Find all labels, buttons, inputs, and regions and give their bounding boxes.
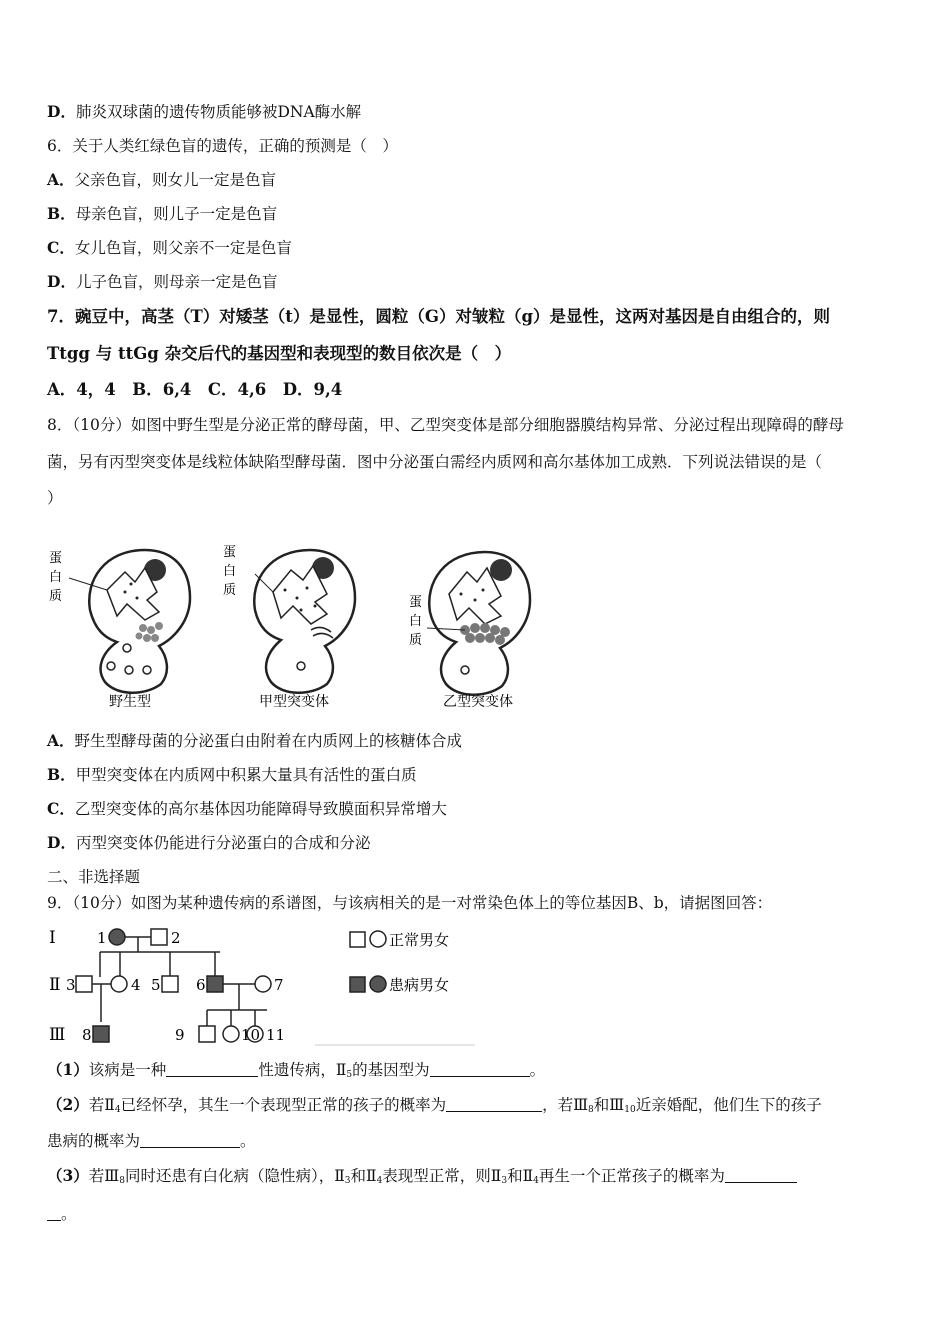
gen-label-iii: Ⅲ: [49, 1025, 66, 1045]
option-text: 母亲色盲，则儿子一定是色盲: [75, 205, 278, 223]
answer-blank[interactable]: [725, 1168, 797, 1183]
q9-part1: （1）该病是一种 性遗传病，$Ⅱ_5$的基因型为 。: [47, 1060, 546, 1080]
q9-part3-line1: （3）若$Ⅲ_8$同时还患有白化病（隐性病），$Ⅱ_3$和$Ⅱ_4$表现型正常，则$Ⅱ_3$和$Ⅱ_4$再生一个正常孩子的概率为: [47, 1166, 797, 1191]
pedigree-chart: [45, 922, 485, 1047]
legend-affected-male-icon: [350, 977, 365, 992]
num-8: 8: [82, 1026, 92, 1044]
legend-normal-text: 正常男女: [389, 931, 450, 949]
q8-stem-line2: 菌，另有丙型突变体是线粒体缺陷型酵母菌．图中分泌蛋白需经内质网和高尔基体加工成熟．下列说法错误的是（: [47, 453, 823, 471]
answer-blank[interactable]: [430, 1062, 530, 1077]
num-6: 6: [196, 976, 206, 994]
option-label: D．: [47, 272, 76, 291]
individual-ii6: [207, 976, 223, 992]
q9-part3-line2: 。: [47, 1204, 77, 1224]
individual-i1: [109, 929, 125, 945]
q9-part2-line2: 患病的概率为 。: [47, 1132, 256, 1150]
option-label: D．: [47, 833, 76, 852]
option-label: B．: [47, 204, 76, 223]
gen-label-i: Ⅰ: [49, 928, 56, 948]
q8-stem-line3: ）: [47, 489, 63, 507]
option-label: B．: [47, 765, 76, 784]
q7-options: A．4，4 B．6,4 C．4,6 D．9,4: [47, 380, 343, 399]
num-11: 11: [266, 1026, 286, 1044]
legend-affected-text: 患病男女: [389, 976, 450, 994]
yeast-cells-figure: [45, 520, 545, 710]
individual-ii7: [255, 976, 271, 992]
option-text: 女儿色盲，则父亲不一定是色盲: [74, 239, 292, 257]
q8-stem-line1: 8．（10分）如图中野生型是分泌正常的酵母菌，甲、乙型突变体是部分细胞器膜结构异常、分泌过程出现障碍的酵母: [47, 416, 844, 434]
num-7: 7: [274, 976, 284, 994]
num-1: 1: [97, 929, 107, 947]
individual-iii8: [93, 1026, 109, 1042]
answer-blank[interactable]: [47, 1206, 61, 1221]
legend-normal-female-icon: [370, 931, 386, 947]
individual-ii3: [76, 976, 92, 992]
gen-label-ii: Ⅱ: [49, 975, 61, 995]
option-text: 儿子色盲，则母亲一定是色盲: [75, 273, 278, 291]
individual-iii10: [223, 1026, 239, 1042]
num-2: 2: [171, 929, 181, 947]
option-text: 乙型突变体的高尔基体因功能障碍导致膜面积异常增大: [74, 800, 447, 818]
caption-mutant-b: 乙型突变体: [443, 694, 513, 710]
mutant-b-cell: [427, 552, 530, 695]
option-label: C．: [47, 238, 75, 257]
q7-stem-line2: Ttgg 与 ttGg 杂交后代的基因型和表现型的数目依次是（ ）: [47, 344, 512, 363]
option-text: 甲型突变体在内质网中积累大量具有活性的蛋白质: [75, 766, 417, 784]
option-label: D．: [47, 102, 76, 121]
q8-option-b: [47, 765, 417, 785]
q6-option-a: [47, 170, 276, 190]
q5-option-d: [47, 102, 361, 122]
legend-affected-female-icon: [370, 976, 386, 992]
num-4: 4: [131, 976, 141, 994]
option-text: 野生型酵母菌的分泌蛋白由附着在内质网上的核糖体合成: [74, 732, 463, 750]
q7-stem-line1: 7．豌豆中，高茎（T）对矮茎（t）是显性，圆粒（G）对皱粒（g）是显性，这两对基因是自由组合的，则: [47, 307, 831, 326]
q8-option-c: [47, 799, 447, 819]
num-10: 10: [241, 1026, 261, 1044]
option-label: A．: [47, 731, 75, 750]
mutant-a-cell: [254, 550, 355, 693]
legend-normal-male-icon: [350, 932, 365, 947]
answer-blank[interactable]: [140, 1133, 240, 1148]
option-text: 丙型突变体仍能进行分泌蛋白的合成和分泌: [75, 834, 371, 852]
protein-label-wild: 蛋白质: [49, 551, 63, 604]
q9-part2-line1: （2）若$Ⅱ_4$已经怀孕，其生一个表现型正常的孩子的概率为 ，若$Ⅲ_8$和$Ⅲ_{10}$近亲婚配，他们生下的孩子: [47, 1095, 822, 1115]
wild-type-cell: [69, 550, 190, 693]
individual-ii4: [111, 976, 127, 992]
individual-iii9: [199, 1026, 215, 1042]
option-text: 父亲色盲，则女儿一定是色盲: [74, 171, 277, 189]
q6-stem: 6．关于人类红绿色盲的遗传，正确的预测是（ ）: [47, 137, 398, 155]
caption-mutant-a: 甲型突变体: [259, 694, 329, 710]
q8-option-d: [47, 833, 370, 853]
q9-stem: 9．（10分）如图为某种遗传病的系谱图，与该病相关的是一对常染色体上的等位基因B、b，请据图回答：: [47, 894, 773, 912]
q8-option-a: [47, 731, 462, 751]
option-text: 肺炎双球菌的遗传物质能够被DNA酶水解: [75, 103, 362, 121]
option-label: A．: [47, 170, 75, 189]
q6-option-c: [47, 238, 292, 258]
individual-i2: [151, 929, 167, 945]
caption-wild-type: 野生型: [109, 694, 151, 710]
answer-blank[interactable]: [166, 1062, 258, 1077]
protein-label-mutant-b: 蛋白质: [409, 595, 423, 648]
section-title: 二、非选择题: [47, 868, 141, 886]
num-9: 9: [175, 1026, 185, 1044]
option-label: C．: [47, 799, 75, 818]
num-5: 5: [151, 976, 161, 994]
num-3: 3: [66, 976, 76, 994]
answer-blank[interactable]: [446, 1097, 542, 1112]
q6-option-d: [47, 272, 277, 292]
protein-label-mutant-a: 蛋白质: [223, 545, 237, 598]
q6-option-b: [47, 204, 277, 224]
individual-ii5: [162, 976, 178, 992]
